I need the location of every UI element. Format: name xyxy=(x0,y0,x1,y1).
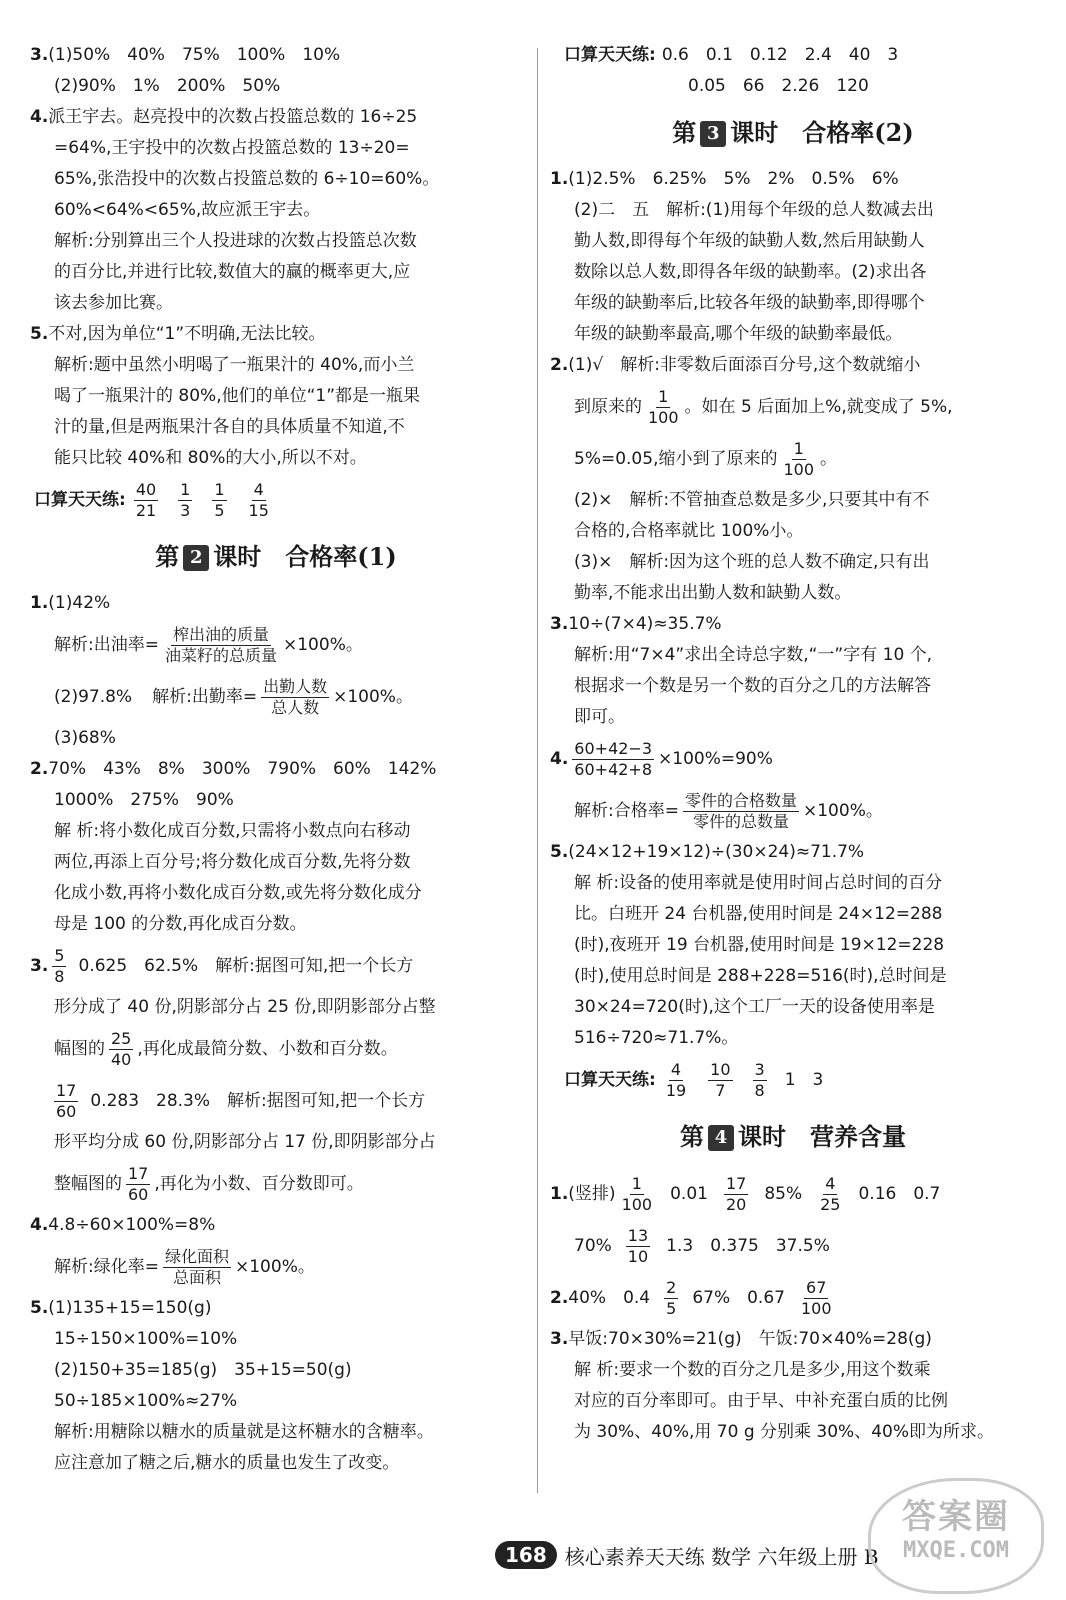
numerator: 1 xyxy=(180,479,191,499)
l3q5-analysis-6: 516÷720≈71.7%。 xyxy=(574,1028,739,1048)
lesson-number-badge: 3 xyxy=(700,121,726,147)
q4-analysis-line3: 该去参加比赛。 xyxy=(54,293,173,313)
analysis-text: 解析:出油率= xyxy=(54,635,159,655)
l3q2-line3 xyxy=(550,433,1036,485)
fraction xyxy=(753,1060,767,1101)
l3q5-analysis-4: (时),使用总时间是 288+228=516(时),总时间是 xyxy=(574,966,947,986)
l2q3-line5: 形平均分成 60 份,阴影部分占 17 份,即阴影部分占 xyxy=(54,1132,436,1152)
analysis-text: 解析:合格率= xyxy=(574,801,679,821)
numerator: 10 xyxy=(710,1059,731,1079)
denominator: 油菜籽的总质量 xyxy=(164,645,277,665)
l3q2-line4: (2)× 解析:不管抽查总数是多少,只要其中有不 xyxy=(574,490,930,510)
question-number: 3. xyxy=(30,956,49,976)
fraction xyxy=(620,1174,655,1215)
question-number: 1. xyxy=(550,169,569,189)
kousuan-practice-3 xyxy=(550,1054,1036,1106)
denominator: 21 xyxy=(135,500,157,520)
answer-text: 67% 0.67 xyxy=(692,1288,785,1308)
denominator: 100 xyxy=(648,407,679,427)
numerator: 60+42−3 xyxy=(574,738,653,758)
question-number: 5. xyxy=(30,324,49,344)
answer-text: (1)2.5% 6.25% 5% 2% 0.5% 6% xyxy=(568,169,899,189)
l2q5-line2: 15÷150×100%=10% xyxy=(54,1329,238,1349)
analysis-text: ,再化成最简分数、小数和百分数。 xyxy=(137,1039,398,1059)
answer-text: 不对,因为单位“1”不明确,无法比较。 xyxy=(48,324,326,344)
numerator: 1 xyxy=(631,1173,642,1193)
denominator: 8 xyxy=(54,966,65,986)
l3q3-analysis-3: 即可。 xyxy=(574,707,625,727)
lesson-prefix: 第 xyxy=(155,542,180,571)
analysis-text: ×100%。 xyxy=(803,801,883,821)
question-number: 3. xyxy=(550,614,569,634)
l2q2-analysis-1: 解 析:将小数化成百分数,只需将小数点向右移动 xyxy=(54,821,411,841)
fraction xyxy=(799,1278,834,1319)
question-number: 4. xyxy=(550,749,569,769)
numerator: 17 xyxy=(725,1173,747,1193)
question-number: 1. xyxy=(550,1184,569,1204)
numerator: 4 xyxy=(253,479,264,499)
l2q3-line2: 形分成了 40 份,阴影部分占 25 份,即阴影部分占整 xyxy=(54,997,436,1017)
analysis-text: ×100%。 xyxy=(333,687,413,707)
l2q4-analysis xyxy=(30,1241,522,1293)
fraction xyxy=(818,1174,842,1215)
answer-text: 70% 43% 8% 300% 790% 60% 142% xyxy=(48,759,437,779)
l2q2-line1 xyxy=(30,754,522,785)
l2q2-analysis-2: 两位,再添上百分号;将分数化成百分数,先将分数 xyxy=(54,852,411,872)
analysis-text: ,再化为小数、百分数即可。 xyxy=(154,1174,364,1194)
denominator: 零件的总数量 xyxy=(692,811,789,831)
fraction xyxy=(178,480,192,521)
formula-fraction xyxy=(261,677,329,718)
numerator: 绿化面积 xyxy=(164,1246,229,1266)
l3q1-line1 xyxy=(550,164,1036,195)
l3q1-line6: 年级的缺勤率最高,哪个年级的缺勤率最低。 xyxy=(574,324,903,344)
numerator: 5 xyxy=(54,945,65,965)
question-number: 5. xyxy=(30,1298,49,1318)
answer-text: (1)50% 40% 75% 100% 10% xyxy=(48,45,341,65)
denominator: 40 xyxy=(111,1049,132,1069)
q4-analysis-line1: 解析:分别算出三个人投进球的次数占投篮总次数 xyxy=(54,231,417,251)
answer-text: (2)97.8% xyxy=(54,687,133,707)
question-number: 5. xyxy=(550,842,569,862)
l3q2-line6: (3)× 解析:因为这个班的总人数不确定,只有出 xyxy=(574,552,930,572)
l2q5-line3: (2)150+35=185(g) 35+15=50(g) xyxy=(54,1360,352,1380)
kousuan-answers: 0.6 0.1 0.12 2.4 40 3 xyxy=(661,45,899,65)
l2q5-line1 xyxy=(30,1293,522,1324)
question-number: 3. xyxy=(550,1329,569,1349)
analysis-text: 幅图的 xyxy=(54,1039,105,1059)
question-number: 4. xyxy=(30,107,49,127)
denominator: 3 xyxy=(180,500,191,520)
denominator: 25 xyxy=(820,1194,841,1214)
q4-answer-line3: 65%,张浩投中的次数占投篮总数的 6÷10=60%。 xyxy=(54,169,440,189)
kousuan-practice-1 xyxy=(30,474,522,526)
lesson-prefix: 第 xyxy=(672,118,697,147)
question-number: 2. xyxy=(550,355,569,375)
kousuan-label: 口算天天练: xyxy=(34,490,126,510)
kousuan-label: 口算天天练: xyxy=(564,1070,656,1090)
l3q5-analysis-2: 比。白班开 24 台机器,使用时间是 24×12=288 xyxy=(574,904,943,924)
page-number: 168 xyxy=(495,1541,557,1569)
l3q5-line1 xyxy=(550,837,1036,868)
q5-analysis-line4: 能只比较 40%和 80%的大小,所以不对。 xyxy=(54,448,367,468)
analysis-text: 解析:绿化率= xyxy=(54,1257,159,1277)
denominator: 10 xyxy=(627,1246,649,1266)
book-title: 核心素养天天练 数学 六年级上册 B xyxy=(564,1544,879,1569)
lesson-title: 课时 合格率(2) xyxy=(730,118,914,147)
q4-answer-line4: 60%<64%<65%,故应派王宇去。 xyxy=(54,200,321,220)
q5-analysis-line3: 汁的量,但是两瓶果汁各自的具体质量不知道,不 xyxy=(54,417,405,437)
l4q1-line2 xyxy=(550,1220,1036,1272)
watermark-text: 答案圈 xyxy=(902,1497,1010,1537)
denominator: 8 xyxy=(754,1080,765,1100)
fraction xyxy=(664,1060,688,1101)
denominator: 60 xyxy=(128,1184,149,1204)
fraction xyxy=(54,1081,78,1122)
numerator: 13 xyxy=(627,1225,649,1245)
formula-fraction xyxy=(163,625,279,666)
numerator: 榨出油的质量 xyxy=(172,624,269,644)
fraction xyxy=(52,946,66,987)
l2q1-line1 xyxy=(30,588,522,619)
answer-text: 0.01 xyxy=(670,1184,708,1204)
l3q1-line4: 数除以总人数,即得各年级的缺勤率。(2)求出各 xyxy=(574,262,927,282)
kousuan-label: 口算天天练: xyxy=(564,45,656,65)
denominator: 5 xyxy=(666,1298,677,1318)
watermark-logo xyxy=(868,1478,1044,1594)
kousuan-practice-0-line2: 0.05 66 2.26 120 xyxy=(688,76,869,96)
q4-answer-line1 xyxy=(30,102,522,133)
fraction xyxy=(708,1060,732,1101)
watermark-url: MXQE.COM xyxy=(903,1538,1009,1563)
l3q3-analysis-2: 根据求一个数是另一个数的百分之几的方法解答 xyxy=(574,676,931,696)
l3q3-line1 xyxy=(550,609,1036,640)
l4q2-line1 xyxy=(550,1272,1036,1324)
answer-text: (24×12+19×12)÷(30×24)≈71.7% xyxy=(568,842,865,862)
formula-fraction xyxy=(572,739,654,780)
formula-fraction xyxy=(163,1247,231,1288)
kousuan-answers: 1 3 xyxy=(784,1070,824,1090)
l2q5-analysis-1: 解析:用糖除以糖水的质量就是这杯糖水的含糖率。 xyxy=(54,1422,434,1442)
fraction xyxy=(126,1164,150,1205)
analysis-text: 到原来的 xyxy=(574,397,642,417)
l3q5-analysis-1: 解 析:设备的使用率就是使用时间占总时间的百分 xyxy=(574,873,943,893)
denominator: 15 xyxy=(248,500,269,520)
l3q4-analysis xyxy=(550,785,1036,837)
l3q1-line5: 年级的缺勤率后,比较各年级的缺勤率,即得哪个 xyxy=(574,293,925,313)
answer-text: 70% xyxy=(574,1236,612,1256)
q5-analysis-line1: 解析:题中虽然小明喝了一瓶果汁的 40%,而小兰 xyxy=(54,355,415,375)
lesson-title: 课时 合格率(1) xyxy=(213,542,397,571)
answer-text: 10÷(7×4)≈35.7% xyxy=(568,614,722,634)
answer-text: 85% xyxy=(764,1184,803,1204)
l2q3-line6 xyxy=(30,1158,522,1210)
q3-answer-line2: (2)90% 1% 200% 50% xyxy=(54,76,281,96)
l2q5-line4: 50÷185×100%≈27% xyxy=(54,1391,238,1411)
denominator: 20 xyxy=(725,1194,747,1214)
q4-analysis-line2: 的百分比,并进行比较,数值大的赢的概率更大,应 xyxy=(54,262,411,282)
numerator: 1 xyxy=(658,386,669,406)
column-divider xyxy=(537,48,538,1493)
l2q3-line4 xyxy=(30,1075,522,1127)
numerator: 1 xyxy=(793,438,804,458)
numerator: 零件的合格数量 xyxy=(684,790,797,810)
question-number: 1. xyxy=(30,593,49,613)
denominator: 100 xyxy=(783,459,815,479)
numerator: 4 xyxy=(670,1059,682,1079)
numerator: 4 xyxy=(825,1173,836,1193)
l3q5-analysis-5: 30×24=720(时),这个工厂一天的设备使用率是 xyxy=(574,997,935,1017)
l2q2-analysis-3: 化成小数,再将小数化成百分数,或先将分数化成分 xyxy=(54,883,422,903)
numerator: 17 xyxy=(128,1163,149,1183)
l2q1-line3: (3)68% xyxy=(54,728,116,748)
l3q2-line2 xyxy=(550,381,1036,433)
analysis-text: ×100%。 xyxy=(283,635,363,655)
left-column xyxy=(30,40,522,1479)
l3q4-line1 xyxy=(550,733,1036,785)
fraction xyxy=(212,480,226,521)
lesson-2-title xyxy=(30,532,522,582)
fraction xyxy=(781,439,816,480)
denominator: 19 xyxy=(665,1080,687,1100)
analysis-text: 解析:出勤率= xyxy=(152,687,258,707)
answer-text: (1)√ 解析:非零数后面添百分号,这个数就缩小 xyxy=(568,355,921,375)
lesson-4-title xyxy=(550,1112,1036,1162)
lesson-3-title xyxy=(550,108,1036,158)
numerator: 3 xyxy=(754,1059,765,1079)
analysis-text: 5%=0.05,缩小到了原来的 xyxy=(574,449,778,469)
numerator: 67 xyxy=(806,1277,827,1297)
fraction xyxy=(247,480,271,521)
answer-text: 0.283 28.3% 解析:据图可知,把一个长方 xyxy=(90,1091,426,1111)
denominator: 7 xyxy=(715,1080,726,1100)
answer-text: 派王宇去。赵亮投中的次数占投篮总数的 16÷25 xyxy=(48,107,418,127)
l3q2-line7: 勤率,不能求出出勤人数和缺勤人数。 xyxy=(574,583,852,603)
answer-text: (1)42% xyxy=(48,593,111,613)
l2q4-line1 xyxy=(30,1210,522,1241)
l2q1-analysis-a xyxy=(30,619,522,671)
analysis-text: 整幅图的 xyxy=(54,1174,122,1194)
numerator: 25 xyxy=(111,1028,132,1048)
analysis-text: ×100%。 xyxy=(235,1257,315,1277)
answer-text: (1)135+15=150(g) xyxy=(48,1298,212,1318)
denominator: 60+42+8 xyxy=(574,759,653,779)
denominator: 100 xyxy=(621,1194,653,1214)
numerator: 17 xyxy=(56,1080,77,1100)
l2q5-analysis-2: 应注意加了糖之后,糖水的质量也发生了改变。 xyxy=(54,1453,400,1473)
lesson-title: 课时 营养含量 xyxy=(738,1122,906,1151)
lesson-prefix: 第 xyxy=(680,1122,704,1151)
analysis-text: 。如在 5 后面加上%,就变成了 5%, xyxy=(684,397,953,417)
answer-text: 40% 0.4 xyxy=(568,1288,651,1308)
question-number: 4. xyxy=(30,1215,49,1235)
numerator: 40 xyxy=(135,479,157,499)
l3q1-line3: 勤人数,即得每个年级的缺勤人数,然后用缺勤人 xyxy=(574,231,925,251)
l3q2-line1 xyxy=(550,350,1036,381)
l2q3-line1 xyxy=(30,940,522,992)
l4q3-analysis-3: 为 30%、40%,用 70 g 分别乘 30%、40%即为所求。 xyxy=(574,1422,994,1442)
l2q3-line3 xyxy=(30,1023,522,1075)
lesson-number-badge: 2 xyxy=(183,545,209,571)
fraction xyxy=(134,480,158,521)
q5-analysis-line2: 喝了一瓶果汁的 80%,他们的单位“1”都是一瓶果 xyxy=(54,386,421,406)
question-number: 2. xyxy=(30,759,49,779)
denominator: 100 xyxy=(800,1298,832,1318)
answer-text: 0.16 0.7 xyxy=(858,1184,941,1204)
denominator: 5 xyxy=(214,500,225,520)
l3q2-line5: 合格的,合格率就比 100%小。 xyxy=(574,521,804,541)
l4q3-analysis-1: 解 析:要求一个数的百分之几是多少,用这个数乘 xyxy=(574,1360,931,1380)
denominator: 60 xyxy=(56,1101,77,1121)
answer-text: ×100%=90% xyxy=(658,749,773,769)
l3q1-line2: (2)二 五 解析:(1)用每个年级的总人数减去出 xyxy=(574,200,934,220)
l4q1-line1 xyxy=(550,1168,1036,1220)
fraction xyxy=(109,1029,133,1070)
denominator: 总人数 xyxy=(271,697,320,717)
l4q3-analysis-2: 对应的百分率即可。由于早、中补充蛋白质的比例 xyxy=(574,1391,948,1411)
answer-text: 1.3 0.375 37.5% xyxy=(666,1236,830,1256)
question-number: 3. xyxy=(30,45,49,65)
formula-fraction xyxy=(683,791,799,832)
kousuan-practice-0-line1 xyxy=(550,40,1036,71)
fraction xyxy=(664,1278,678,1319)
l2q1-analysis-b xyxy=(30,671,522,723)
fraction xyxy=(724,1174,748,1215)
numerator: 1 xyxy=(214,479,225,499)
analysis-text: 。 xyxy=(820,449,838,469)
answer-text: 4.8÷60×100%=8% xyxy=(48,1215,216,1235)
numerator: 出勤人数 xyxy=(263,676,328,696)
l2q2-analysis-4: 母是 100 的分数,再化成百分数。 xyxy=(54,914,307,934)
l3q3-analysis-1: 解析:用“7×4”求出全诗总字数,“一”字有 10 个, xyxy=(574,645,933,665)
fraction xyxy=(626,1226,650,1267)
l2q2-line2: 1000% 275% 90% xyxy=(54,790,234,810)
denominator: 总面积 xyxy=(172,1267,221,1287)
l3q5-analysis-3: (时),夜班开 19 台机器,使用时间是 19×12=228 xyxy=(574,935,945,955)
fraction xyxy=(646,387,681,428)
answer-text: 早饭:70×30%=21(g) 午饭:70×40%=28(g) xyxy=(568,1329,932,1349)
right-column xyxy=(550,40,1036,1448)
q5-answer-line1 xyxy=(30,319,522,350)
q4-answer-line2: =64%,王宇投中的次数占投篮总数的 13÷20= xyxy=(54,138,410,158)
q3-answer-line1 xyxy=(30,40,522,71)
question-number: 2. xyxy=(550,1288,569,1308)
answer-text: (竖排) xyxy=(568,1184,616,1204)
answer-text: 0.625 62.5% 解析:据图可知,把一个长方 xyxy=(78,956,414,976)
lesson-number-badge: 4 xyxy=(708,1125,734,1151)
numerator: 2 xyxy=(666,1277,677,1297)
l4q3-line1 xyxy=(550,1324,1036,1355)
